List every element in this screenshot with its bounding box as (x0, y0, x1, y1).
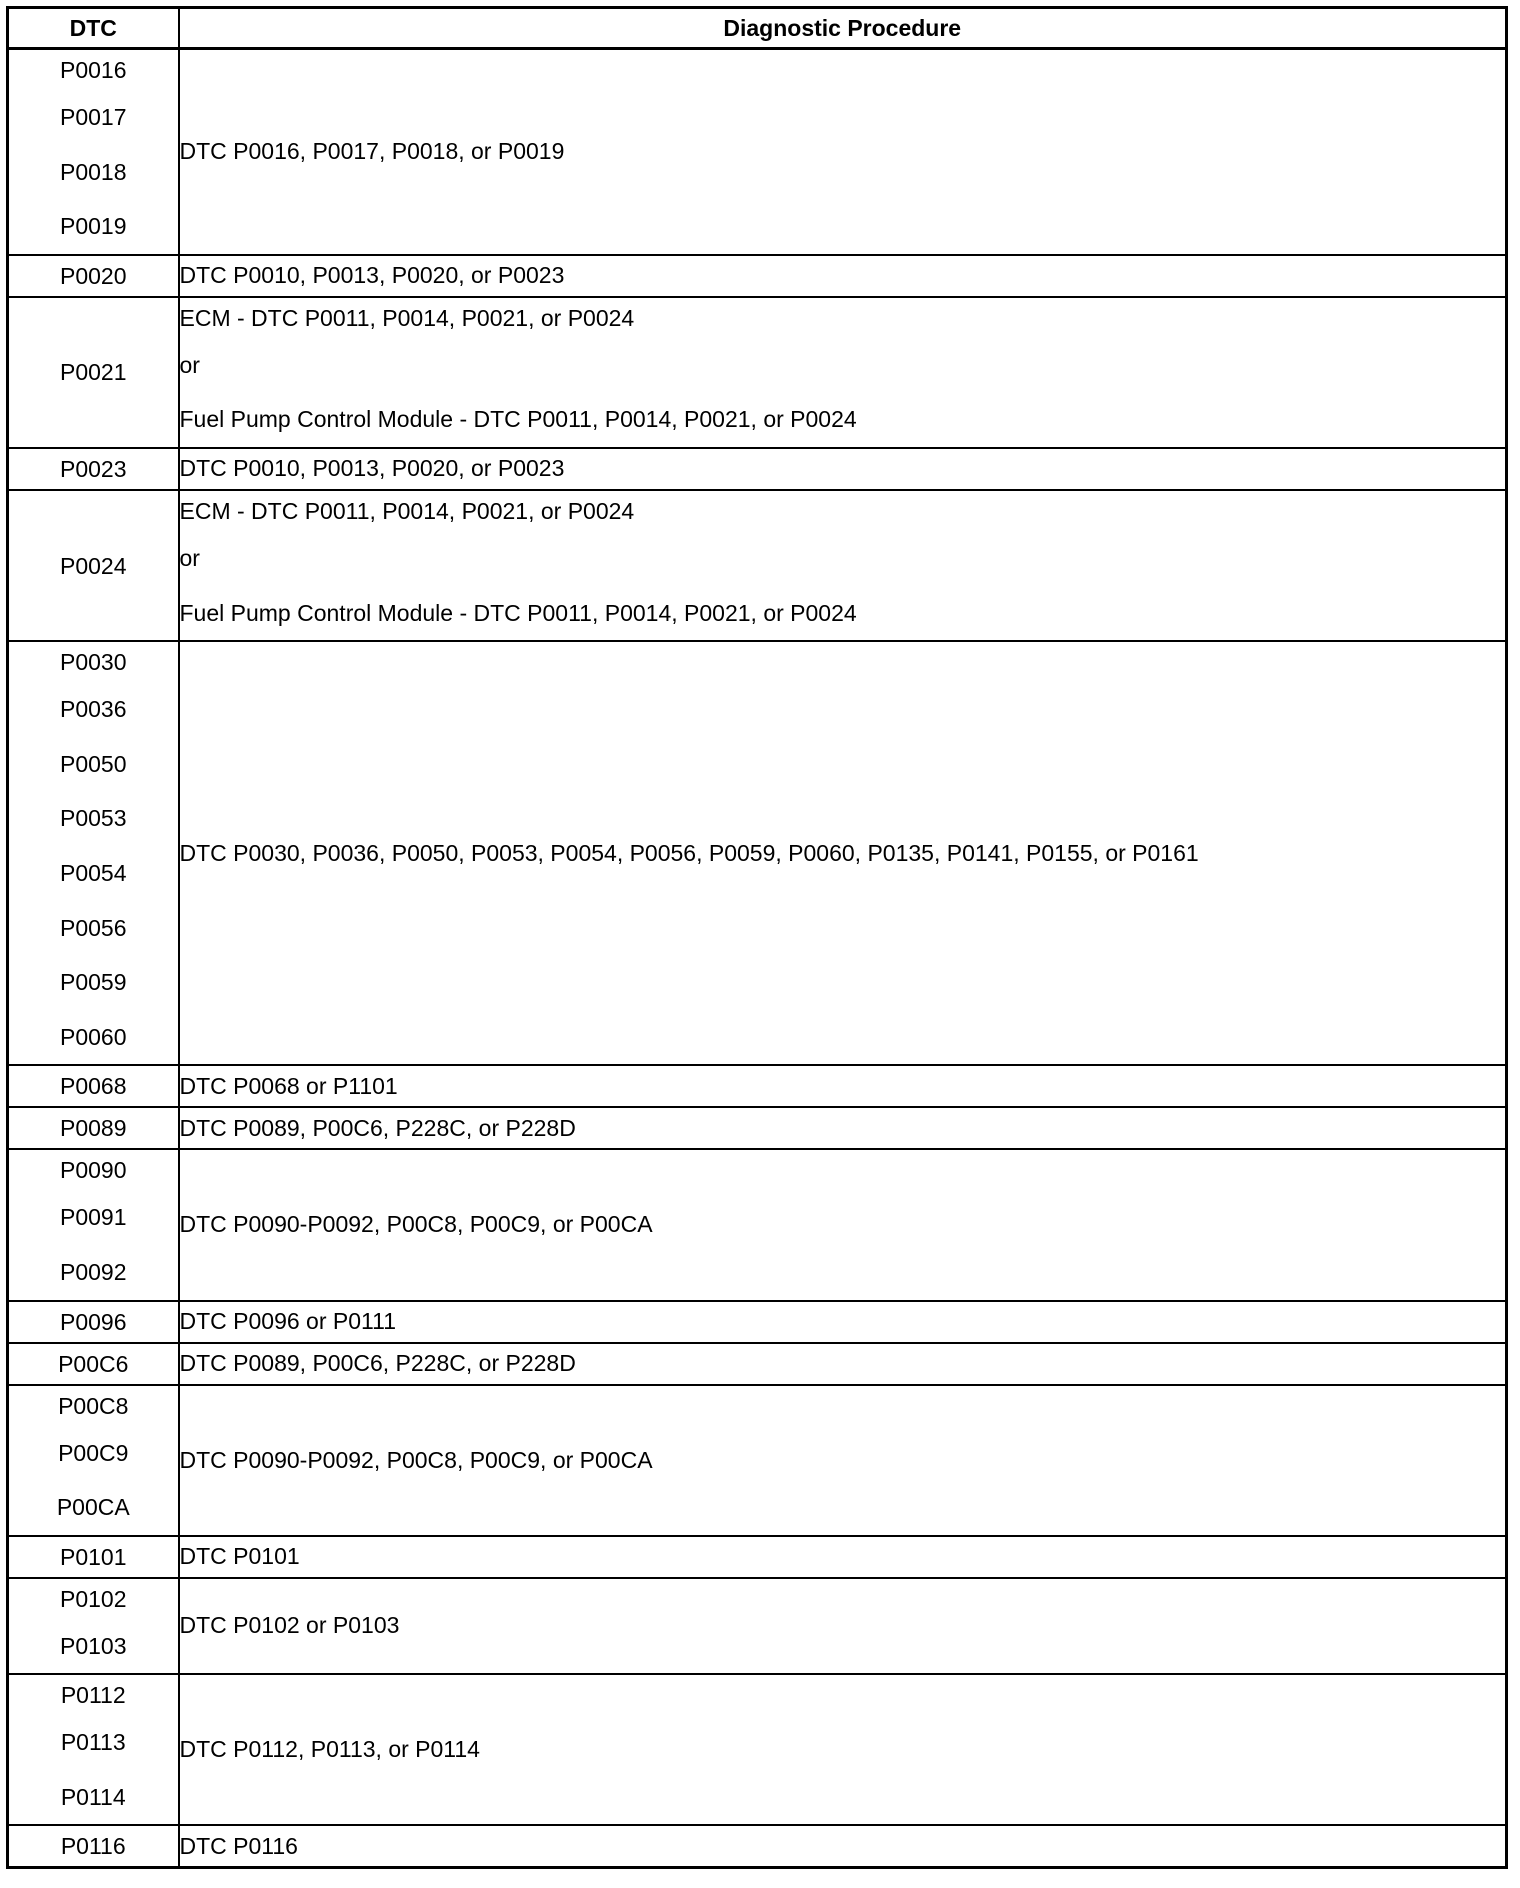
dtc-code: P0053 (59, 805, 127, 832)
procedure-text: DTC P0089, P00C6, P228C, or P228D (179, 1114, 576, 1141)
procedure-text: DTC P0090-P0092, P00C8, P00C9, or P00CA (179, 1211, 653, 1238)
dtc-table-body (8, 49, 1507, 1868)
dtc-code: P0019 (59, 213, 127, 240)
dtc-code: P0056 (59, 914, 127, 941)
procedure-text: Fuel Pump Control Module - DTC P0011, P0014, P0021, or P0024 (179, 599, 857, 626)
table-row (8, 1578, 1507, 1675)
table-row (8, 490, 1507, 641)
procedure-cell (179, 1674, 1507, 1825)
table-row (8, 1385, 1507, 1536)
dtc-table (6, 6, 1508, 1869)
table-row (8, 1301, 1507, 1343)
dtc-code: P0017 (59, 104, 127, 130)
dtc-code: P0112 (60, 1682, 126, 1709)
procedure-text: or (179, 351, 200, 378)
dtc-code: P0092 (59, 1258, 127, 1285)
dtc-cell (8, 490, 179, 641)
table-row (8, 1149, 1507, 1300)
procedure-cell (179, 448, 1507, 490)
dtc-code: P0090 (59, 1157, 127, 1184)
table-row (8, 1065, 1507, 1107)
dtc-code: P0068 (59, 1073, 127, 1100)
procedure-cell (179, 1107, 1507, 1149)
dtc-code: P0114 (60, 1783, 126, 1810)
dtc-cell (8, 1343, 179, 1385)
header-row (8, 8, 1507, 49)
dtc-cell (8, 1578, 179, 1675)
table-row (8, 641, 1507, 1065)
procedure-cell (179, 1065, 1507, 1107)
procedure-cell (179, 1301, 1507, 1343)
dtc-code: P0050 (59, 750, 127, 777)
dtc-cell (8, 255, 179, 297)
dtc-code: P0021 (59, 359, 127, 386)
dtc-code: P0020 (59, 262, 127, 289)
dtc-code: P0060 (59, 1023, 127, 1050)
dtc-code: P00C9 (58, 1439, 129, 1466)
dtc-code: P0089 (59, 1115, 127, 1142)
procedure-cell (179, 1536, 1507, 1578)
dtc-code: P0059 (59, 969, 127, 996)
dtc-code: P0116 (60, 1833, 126, 1860)
procedure-cell (179, 490, 1507, 641)
procedure-text: DTC P0090-P0092, P00C8, P00C9, or P00CA (179, 1446, 653, 1473)
dtc-cell (8, 1149, 179, 1300)
procedure-text: DTC P0010, P0013, P0020, or P0023 (179, 262, 565, 289)
table-row (8, 1343, 1507, 1385)
procedure-text: DTC P0089, P00C6, P228C, or P228D (179, 1350, 576, 1376)
procedure-cell (179, 1343, 1507, 1385)
table-row (8, 49, 1507, 255)
procedure-cell (179, 1825, 1507, 1868)
procedure-cell (179, 1149, 1507, 1300)
table-row (8, 297, 1507, 448)
dtc-cell (8, 1674, 179, 1825)
procedure-text: DTC P0030, P0036, P0050, P0053, P0054, P0056, P0059, P0060, P0135, P0141, P0155, or P0161 (179, 839, 1199, 866)
table-row (8, 1536, 1507, 1578)
dtc-code: P00C6 (58, 1350, 129, 1377)
dtc-cell (8, 1385, 179, 1536)
dtc-code: P0024 (59, 552, 127, 579)
procedure-text: DTC P0010, P0013, P0020, or P0023 (179, 455, 565, 482)
dtc-code: P00C8 (58, 1392, 129, 1419)
procedure-text: ECM - DTC P0011, P0014, P0021, or P0024 (179, 497, 635, 524)
dtc-cell (8, 641, 179, 1065)
dtc-code: P0018 (59, 158, 127, 185)
procedure-cell (179, 297, 1507, 448)
dtc-code: P0036 (59, 696, 127, 723)
table-row (8, 1825, 1507, 1868)
procedure-text: DTC P0102 or P0103 (179, 1612, 400, 1639)
procedure-cell (179, 1578, 1507, 1675)
dtc-code: P0096 (59, 1308, 127, 1335)
table-row (8, 448, 1507, 490)
dtc-cell (8, 1536, 179, 1578)
dtc-code: P0054 (59, 859, 127, 886)
procedure-cell (179, 255, 1507, 297)
table-row (8, 1674, 1507, 1825)
procedure-text: DTC P0101 (179, 1543, 300, 1570)
procedure-cell (179, 49, 1507, 255)
procedure-column-header: Diagnostic Procedure (179, 8, 1507, 49)
dtc-code: P0101 (59, 1543, 127, 1570)
procedure-cell (179, 1385, 1507, 1536)
dtc-cell (8, 1301, 179, 1343)
dtc-cell (8, 1825, 179, 1868)
dtc-code: P0113 (60, 1729, 126, 1756)
dtc-cell (8, 448, 179, 490)
dtc-code: P0103 (59, 1632, 127, 1659)
procedure-cell (179, 641, 1507, 1065)
dtc-code: P0102 (59, 1585, 127, 1612)
dtc-cell (8, 297, 179, 448)
dtc-column-header: DTC (8, 8, 179, 49)
procedure-text: DTC P0112, P0113, or P0114 (179, 1736, 480, 1763)
dtc-cell (8, 49, 179, 255)
procedure-text: DTC P0096 or P0111 (179, 1308, 396, 1334)
procedure-text: DTC P0016, P0017, P0018, or P0019 (179, 138, 565, 165)
dtc-code: P0091 (59, 1204, 127, 1231)
procedure-text: DTC P0116 (179, 1832, 298, 1859)
dtc-code: P0023 (59, 455, 127, 482)
dtc-code: P0016 (59, 57, 127, 83)
procedure-text: or (179, 544, 200, 571)
dtc-code: P0030 (59, 649, 127, 676)
table-row (8, 255, 1507, 297)
procedure-text: ECM - DTC P0011, P0014, P0021, or P0024 (179, 304, 635, 331)
dtc-code: P00CA (56, 1494, 130, 1521)
dtc-cell (8, 1065, 179, 1107)
dtc-cell (8, 1107, 179, 1149)
procedure-text: DTC P0068 or P1101 (179, 1072, 398, 1099)
procedure-text: Fuel Pump Control Module - DTC P0011, P0014, P0021, or P0024 (179, 406, 857, 433)
table-row (8, 1107, 1507, 1149)
